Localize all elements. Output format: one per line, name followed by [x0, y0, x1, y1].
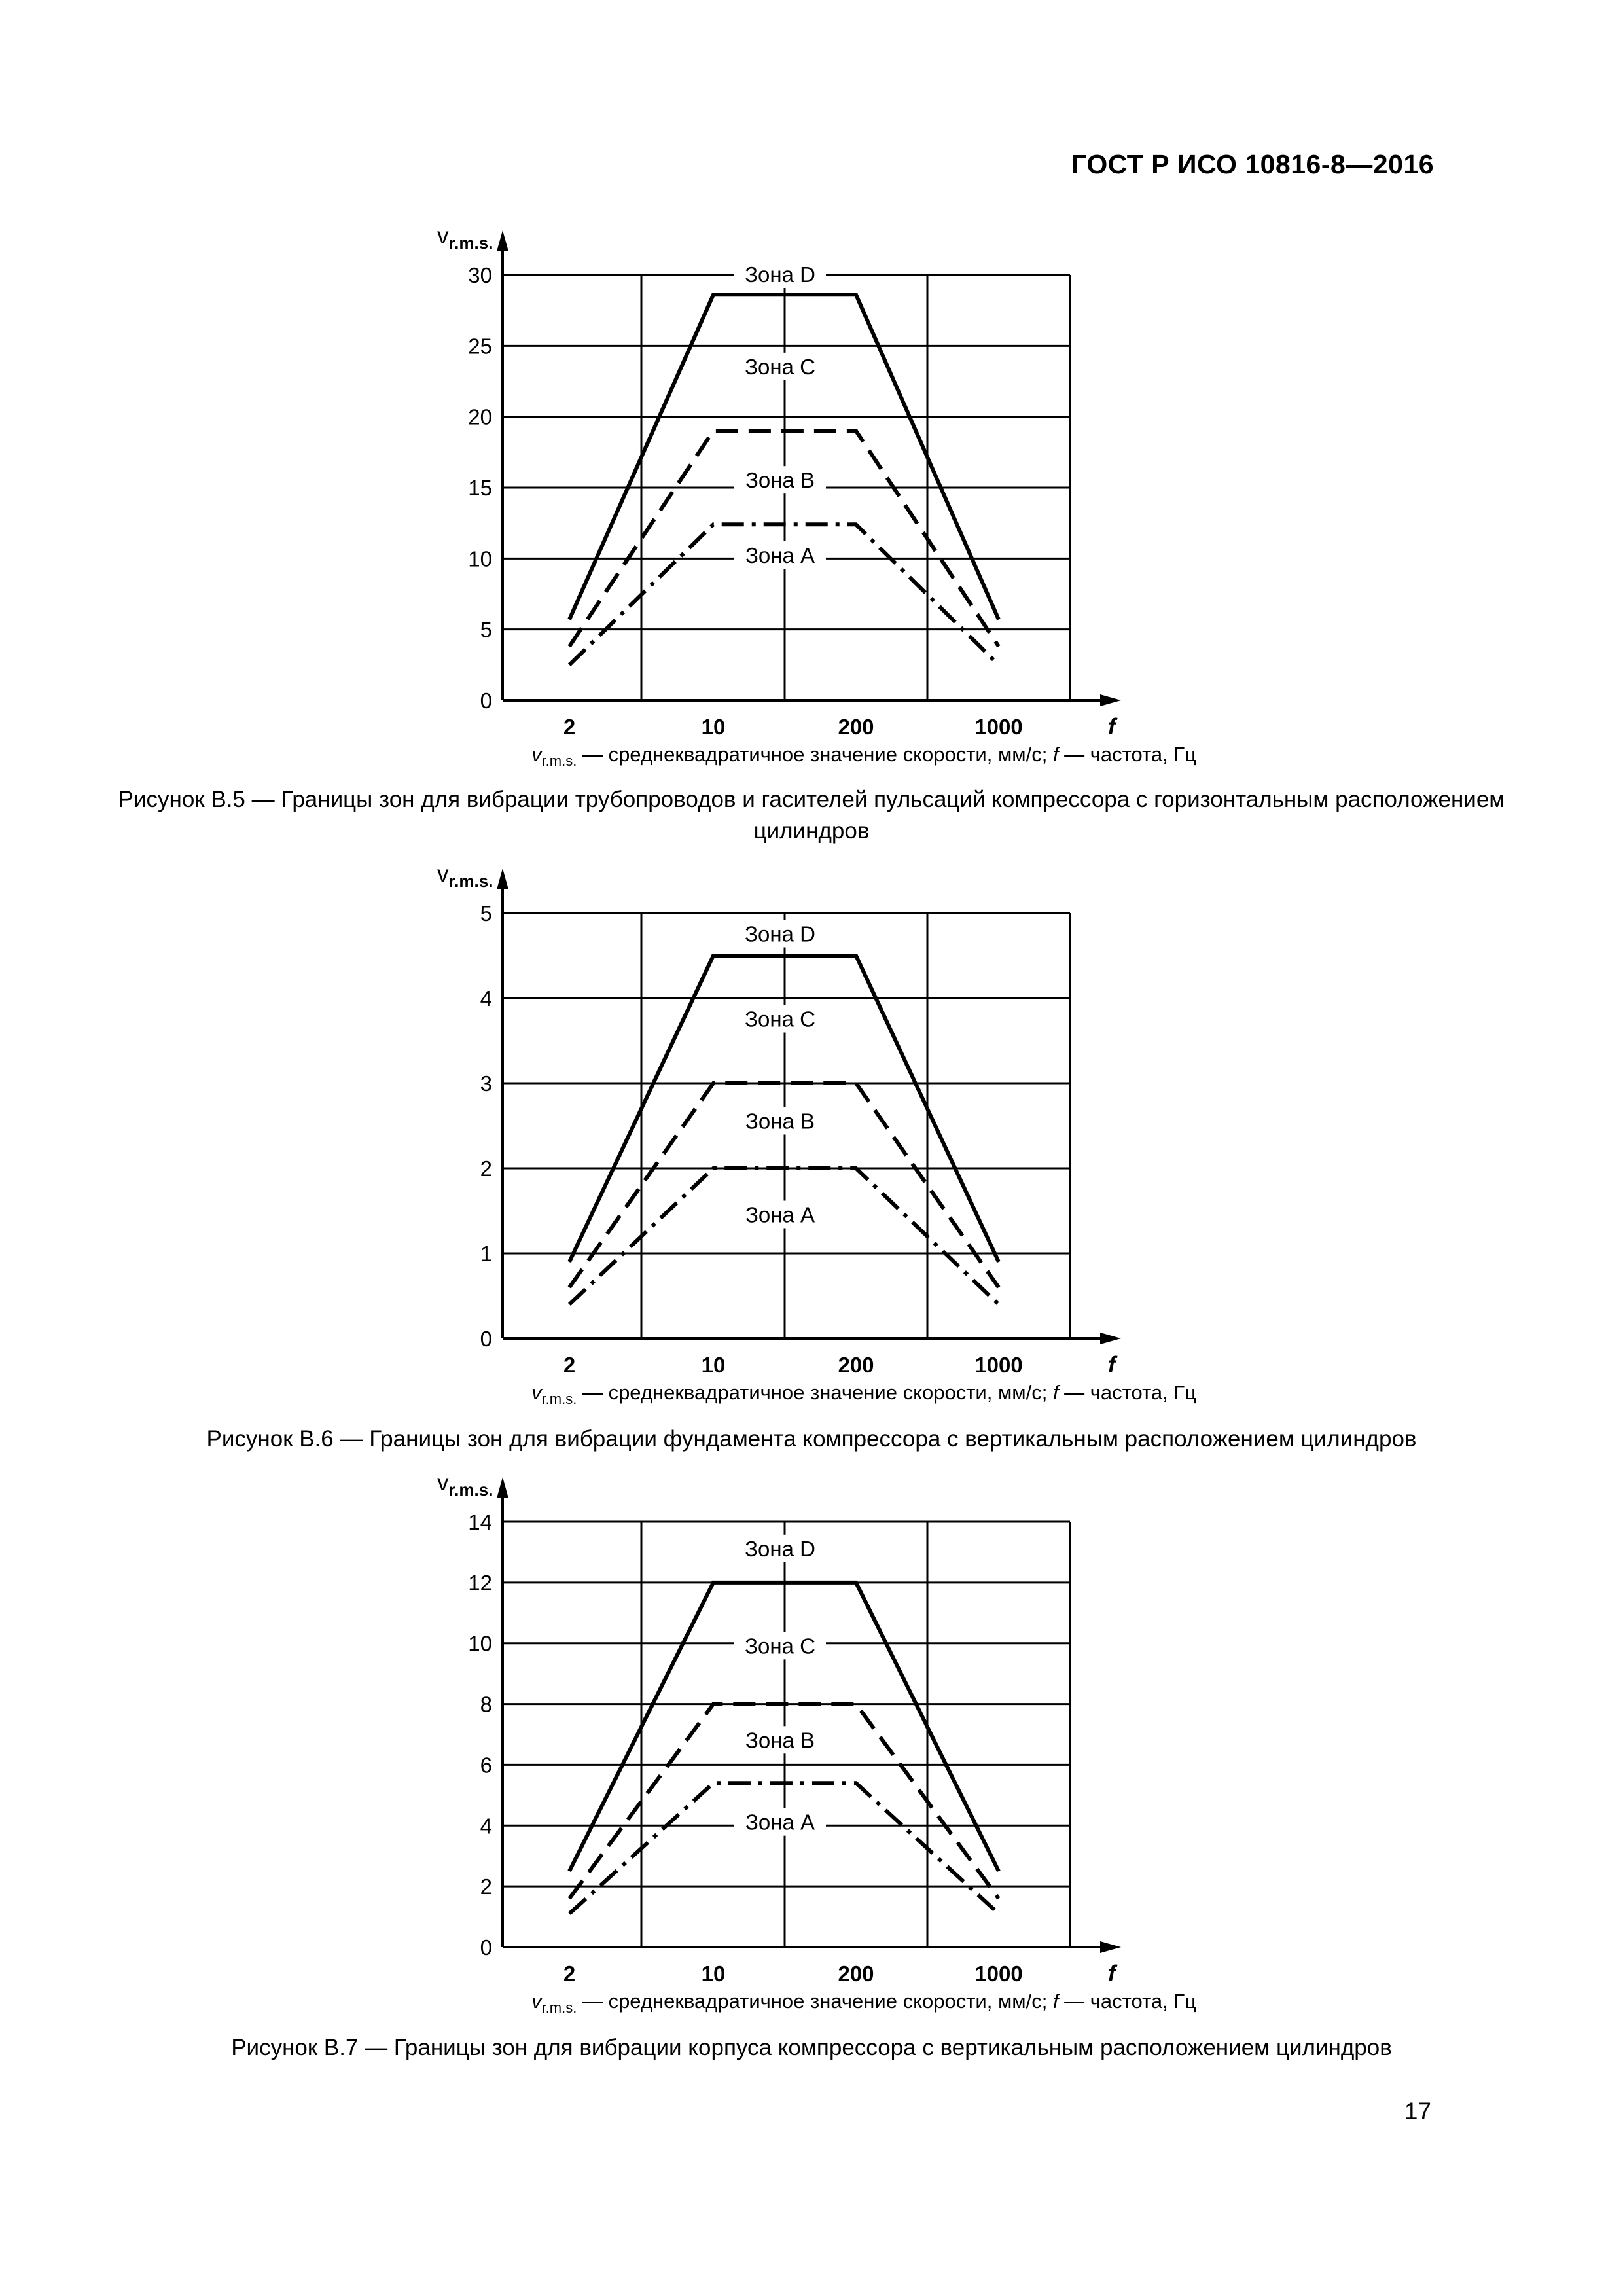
x-tick-label: 200 — [838, 1962, 874, 1986]
legend-f-symbol: f — [1052, 1381, 1059, 1404]
legend-f-symbol: f — [1052, 743, 1059, 766]
legend-v-symbol: v — [531, 1381, 542, 1404]
y-axis-arrow — [497, 869, 508, 889]
y-tick-label: 25 — [468, 334, 492, 359]
legend-v-subscript: r.m.s. — [541, 753, 577, 770]
document-header: ГОСТ Р ИСО 10816-8—2016 — [1071, 149, 1434, 179]
x-tick-label: 1000 — [974, 1353, 1023, 1377]
legend-v-subscript: r.m.s. — [541, 1391, 577, 1408]
caption-b7: Рисунок В.7 — Границы зон для вибрации корпуса компрессора с вертикальным расположением цилиндров — [231, 2035, 1392, 2060]
y-axis-arrow — [497, 1477, 508, 1498]
y-tick-label: 5 — [480, 901, 492, 925]
zone-label: Зона B — [745, 468, 815, 493]
chart-b5 — [393, 203, 1116, 740]
legend-f-description: — частота, Гц — [1058, 1990, 1196, 2013]
y-tick-label: 0 — [480, 689, 492, 713]
x-axis-label: f — [1108, 1961, 1116, 1986]
zone-label: Зона C — [745, 1634, 815, 1659]
page-number: 17 — [1404, 2098, 1431, 2125]
y-tick-label: 4 — [480, 986, 492, 1011]
legend-v-subscript: r.m.s. — [541, 2000, 577, 2017]
x-axis-label: f — [1108, 1352, 1116, 1378]
x-tick-label: 200 — [838, 1353, 874, 1377]
y-tick-label: 1 — [480, 1242, 492, 1266]
y-tick-label: 12 — [468, 1570, 492, 1595]
x-tick-label: 1000 — [974, 715, 1023, 739]
legend-v-description: — среднеквадратичное значение скорости, мм/с; — [577, 743, 1053, 766]
x-tick-label: 2 — [563, 1962, 576, 1986]
caption-b6: Рисунок В.6 — Границы зон для вибрации фундамента компрессора с вертикальным расположением цилиндров — [206, 1426, 1417, 1452]
y-tick-label: 10 — [468, 547, 492, 571]
x-tick-label: 10 — [701, 715, 726, 739]
legend-f-description: — частота, Гц — [1058, 1381, 1196, 1404]
y-tick-label: 8 — [480, 1692, 492, 1717]
chart-b6 — [393, 841, 1116, 1378]
y-tick-label: 4 — [480, 1814, 492, 1839]
y-tick-label: 14 — [468, 1510, 492, 1534]
legend-b6 — [0, 1381, 1623, 1408]
x-tick-label: 2 — [563, 1353, 576, 1377]
zone-label: Зона C — [745, 1007, 815, 1031]
y-axis-arrow — [497, 230, 508, 251]
chart-b7 — [393, 1450, 1116, 1986]
legend-f-symbol: f — [1052, 1990, 1059, 2013]
y-tick-label: 6 — [480, 1753, 492, 1778]
y-tick-label: 15 — [468, 476, 492, 500]
legend-f-description: — частота, Гц — [1058, 743, 1196, 766]
legend-v-symbol: v — [531, 1990, 542, 2013]
zone-label: Зона C — [745, 354, 815, 379]
legend-b5 — [0, 743, 1623, 770]
x-axis-arrow — [1100, 694, 1121, 706]
y-tick-label: 0 — [480, 1935, 492, 1960]
caption-b5: Рисунок В.5 — Границы зон для вибрации трубопроводов и гасителей пульсаций компрессора с горизонтальным расположением цилиндров — [118, 787, 1505, 844]
y-tick-label: 10 — [468, 1631, 492, 1656]
zone-label: Зона B — [745, 1109, 815, 1134]
y-tick-label: 20 — [468, 404, 492, 429]
x-tick-label: 10 — [701, 1962, 726, 1986]
y-axis-label: $v_{r.m.s.}$ — [437, 223, 493, 253]
zone-label: Зона D — [745, 1536, 815, 1561]
zone-label: Зона D — [745, 922, 815, 946]
x-axis-arrow — [1100, 1333, 1121, 1344]
x-tick-label: 1000 — [974, 1962, 1023, 1986]
y-tick-label: 2 — [480, 1157, 492, 1181]
legend-b7 — [0, 1990, 1623, 2017]
zone-label: Зона D — [745, 262, 815, 287]
x-tick-label: 2 — [563, 715, 576, 739]
zone-label: Зона A — [745, 1202, 815, 1227]
x-tick-label: 200 — [838, 715, 874, 739]
legend-v-symbol: v — [531, 743, 542, 766]
y-tick-label: 5 — [480, 617, 492, 642]
y-tick-label: 30 — [468, 263, 492, 287]
x-tick-label: 10 — [701, 1353, 726, 1377]
y-tick-label: 3 — [480, 1071, 492, 1096]
zone-label: Зона A — [745, 1810, 815, 1835]
x-axis-arrow — [1100, 1941, 1121, 1953]
zone-label: Зона B — [745, 1728, 815, 1753]
y-axis-label: $v_{r.m.s.}$ — [437, 1470, 493, 1499]
legend-v-description: — среднеквадратичное значение скорости, мм/с; — [577, 1990, 1053, 2013]
y-tick-label: 0 — [480, 1327, 492, 1351]
x-axis-label: f — [1108, 714, 1116, 740]
y-tick-label: 2 — [480, 1874, 492, 1899]
zone-label: Зона A — [745, 543, 815, 567]
legend-v-description: — среднеквадратичное значение скорости, мм/с; — [577, 1381, 1053, 1404]
y-axis-label: $v_{r.m.s.}$ — [437, 861, 493, 891]
